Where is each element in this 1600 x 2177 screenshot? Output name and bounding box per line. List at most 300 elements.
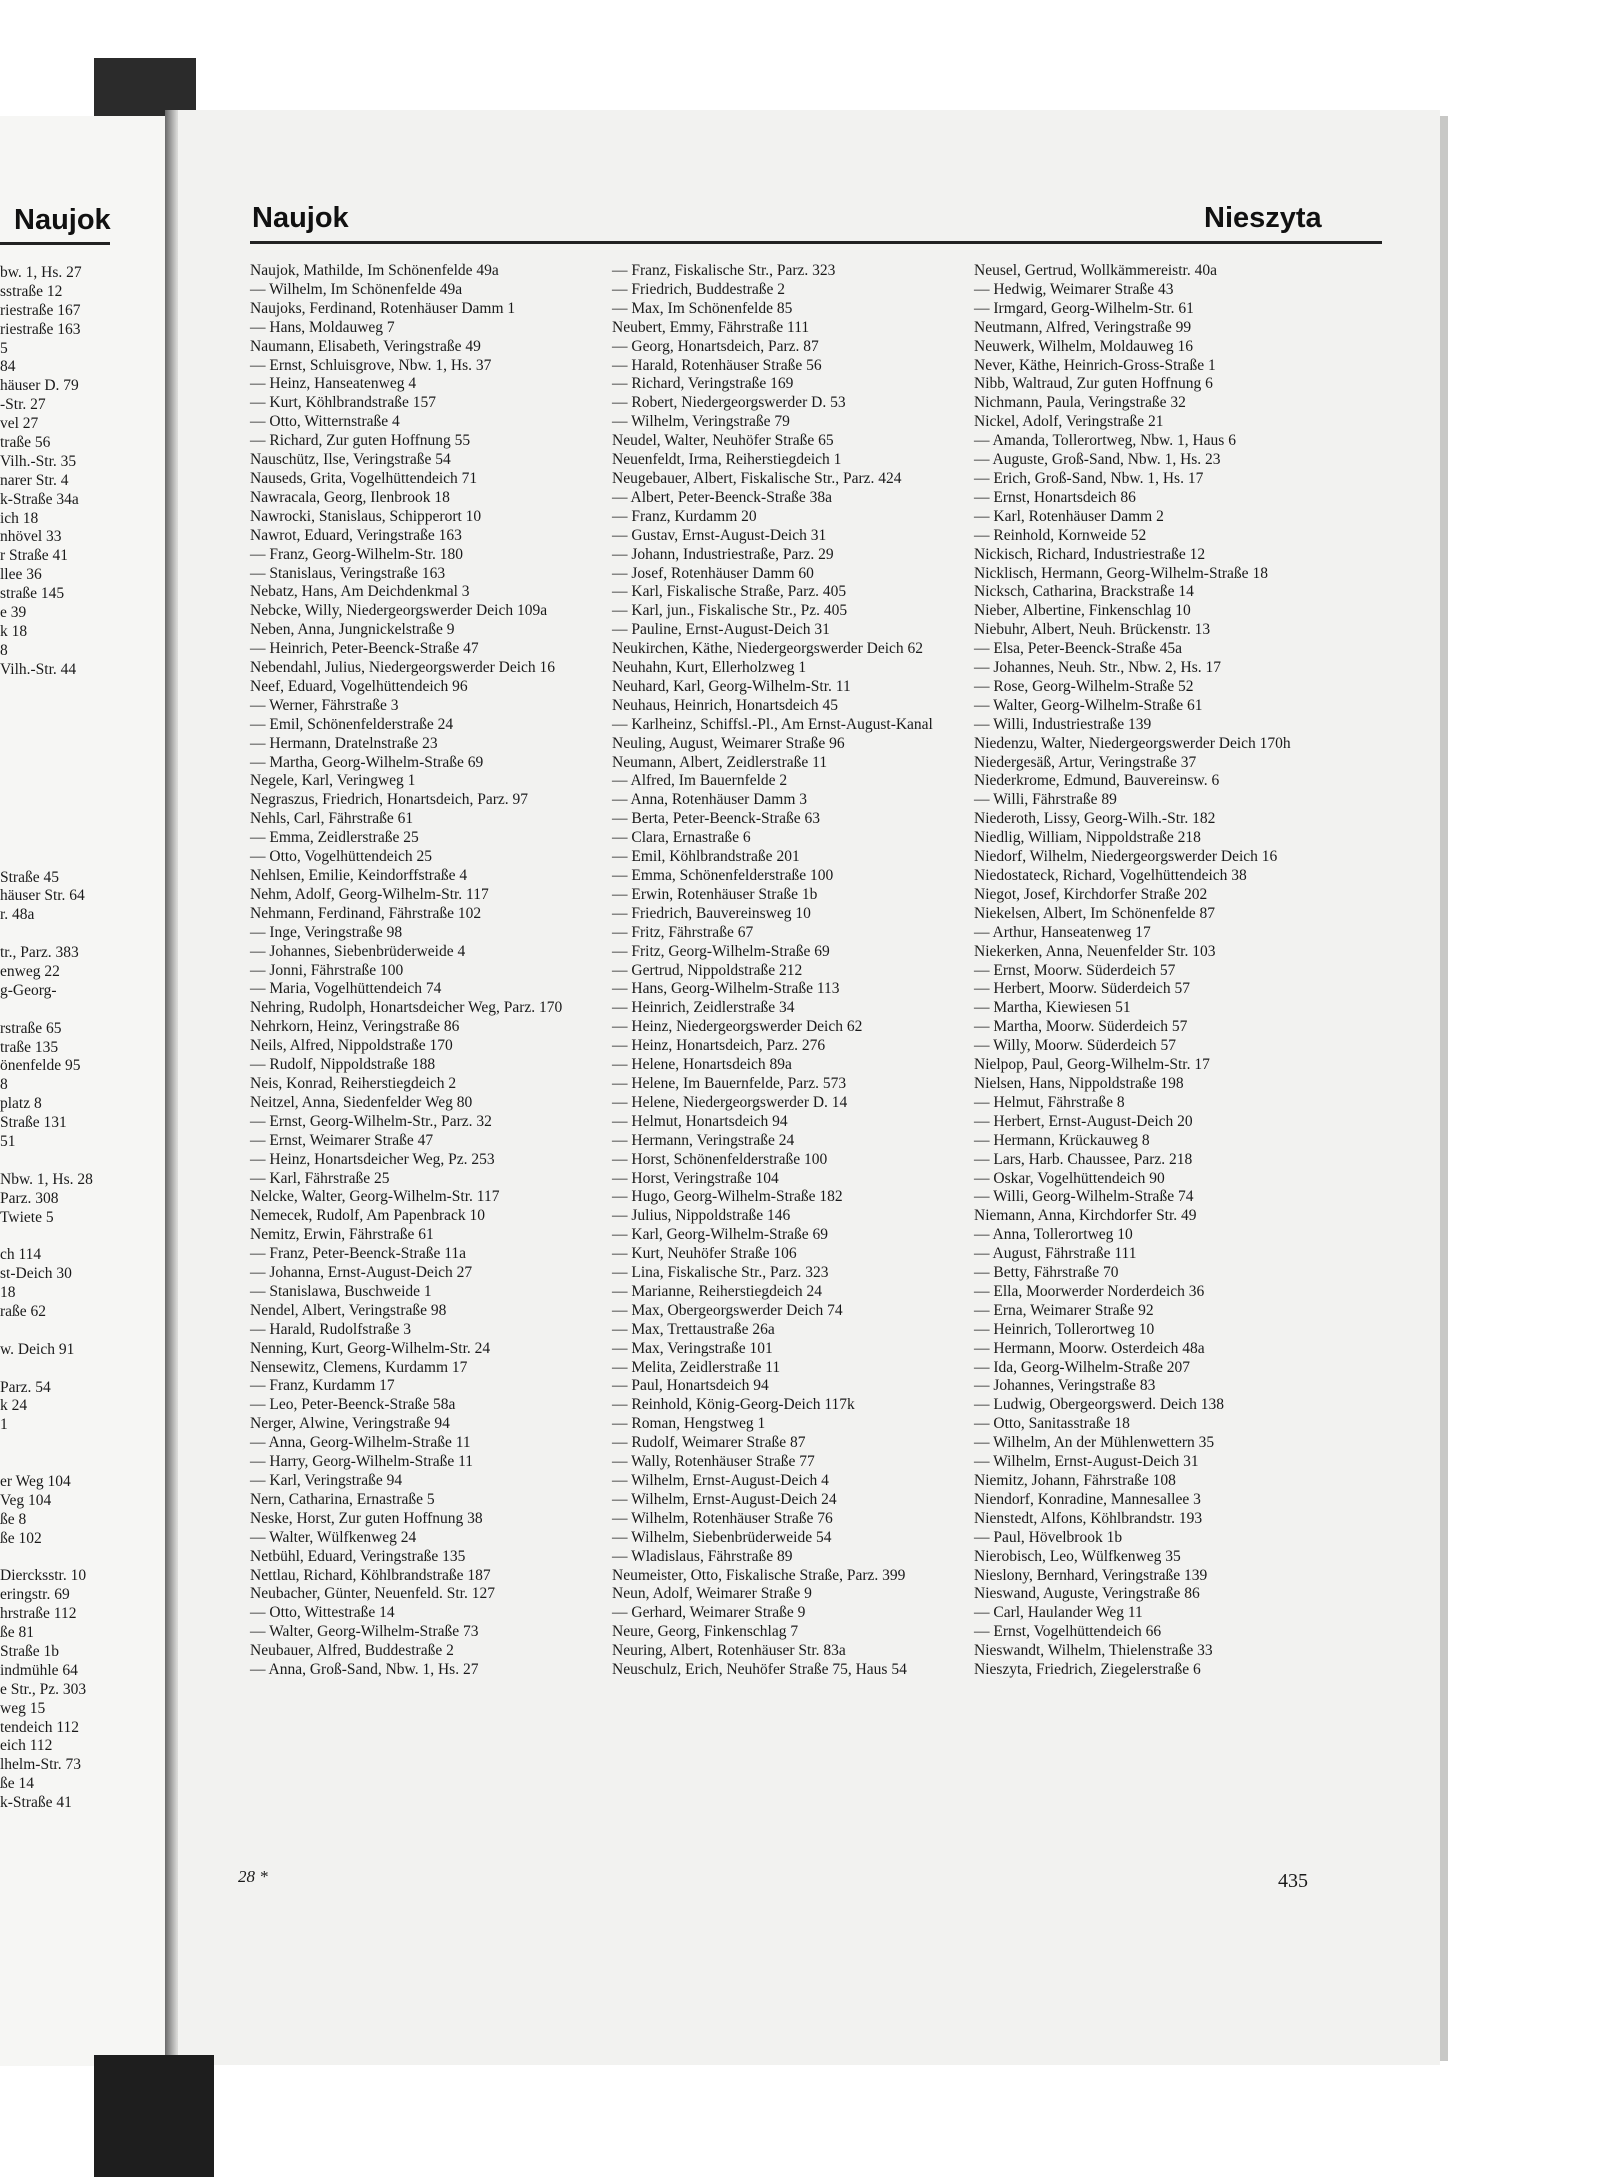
directory-entry: — Heinrich, Peter-Beenck-Straße 47 bbox=[250, 640, 479, 658]
directory-entry: — Hermann, Moorw. Osterdeich 48a bbox=[974, 1339, 1205, 1357]
directory-entry: Nicksch, Catharina, Brackstraße 14 bbox=[974, 583, 1194, 601]
directory-entry: — Rudolf, Nippoldstraße 188 bbox=[250, 1056, 436, 1074]
left-page-line: ße 102 bbox=[0, 1529, 42, 1547]
directory-entry: — Alfred, Im Bauernfelde 2 bbox=[612, 772, 788, 790]
directory-entry: — Karl, Georg-Wilhelm-Straße 69 bbox=[612, 1226, 829, 1244]
page-number: 435 bbox=[1278, 1870, 1308, 1892]
directory-entry: — Hermann, Dratelnstraße 23 bbox=[250, 734, 438, 752]
left-page-line bbox=[0, 850, 168, 869]
directory-entry: — Roman, Hengstweg 1 bbox=[612, 1415, 766, 1433]
directory-entry: Nawracala, Georg, Ilenbrook 18 bbox=[250, 488, 450, 506]
directory-entry: — Emil, Schönenfelderstraße 24 bbox=[250, 715, 454, 733]
directory-entry: — Clara, Ernastraße 6 bbox=[612, 829, 751, 847]
left-page-line: Twiete 5 bbox=[0, 1208, 54, 1226]
book-spine-bottom bbox=[94, 2055, 214, 2177]
directory-entry: — Max, Trettaustraße 26a bbox=[612, 1320, 775, 1338]
left-page-line: Vilh.-Str. 35 bbox=[0, 452, 77, 470]
directory-entry: — Johanna, Ernst-August-Deich 27 bbox=[250, 1264, 473, 1282]
directory-entry: Nickisch, Richard, Industriestraße 12 bbox=[974, 545, 1206, 563]
directory-entry: — Wilhelm, Siebenbrüderweide 54 bbox=[612, 1528, 832, 1546]
directory-entry: Niekelsen, Albert, Im Schönenfelde 87 bbox=[974, 904, 1216, 922]
directory-entry: — Otto, Sanitasstraße 18 bbox=[974, 1415, 1130, 1433]
directory-entry: — Willi, Industriestraße 139 bbox=[974, 715, 1152, 733]
left-page-line bbox=[0, 1322, 168, 1341]
left-page-line: ch 114 bbox=[0, 1246, 42, 1264]
left-page-line bbox=[0, 812, 168, 831]
directory-entry: Neuenfeldt, Irma, Reiherstiegdeich 1 bbox=[612, 451, 842, 469]
left-page-line: platz 8 bbox=[0, 1095, 42, 1113]
directory-entry: — Harry, Georg-Wilhelm-Straße 11 bbox=[250, 1453, 474, 1471]
directory-entry: Neuhahn, Kurt, Ellerholzweg 1 bbox=[612, 659, 807, 677]
left-page-line bbox=[0, 925, 168, 944]
header-rule bbox=[250, 241, 1382, 244]
left-page-line: Straße 131 bbox=[0, 1114, 67, 1132]
directory-entry: Niederoth, Lissy, Georg-Wilh.-Str. 182 bbox=[974, 810, 1216, 828]
directory-entry: — Anna, Rotenhäuser Damm 3 bbox=[612, 791, 808, 809]
directory-entry: — Kurt, Neuhöfer Straße 106 bbox=[612, 1245, 797, 1263]
directory-entry: Nehm, Adolf, Georg-Wilhelm-Str. 117 bbox=[250, 885, 489, 903]
running-header-last: Nieszyta bbox=[1204, 202, 1322, 234]
directory-entry: Nettlau, Richard, Köhlbrandstraße 187 bbox=[250, 1566, 491, 1584]
directory-entry: — Helene, Niedergeorgswerder D. 14 bbox=[612, 1093, 848, 1111]
directory-entry: Nielpop, Paul, Georg-Wilhelm-Str. 17 bbox=[974, 1056, 1210, 1074]
left-page-line: indmühle 64 bbox=[0, 1661, 78, 1679]
left-page-line: eich 112 bbox=[0, 1737, 53, 1755]
left-page-line bbox=[0, 698, 168, 717]
left-page-line bbox=[0, 1549, 168, 1568]
directory-entry: — Kurt, Köhlbrandstraße 157 bbox=[250, 394, 436, 412]
directory-entry: Niendorf, Konradine, Mannesallee 3 bbox=[974, 1490, 1201, 1508]
left-page-line: st-Deich 30 bbox=[0, 1265, 72, 1283]
left-page-line bbox=[0, 831, 168, 850]
left-page-line: e Str., Pz. 303 bbox=[0, 1680, 87, 1698]
directory-entry: — Carl, Haulander Weg 11 bbox=[974, 1604, 1143, 1622]
directory-entry: Neuwerk, Wilhelm, Moldauweg 16 bbox=[974, 337, 1194, 355]
directory-entry: — Ida, Georg-Wilhelm-Straße 207 bbox=[974, 1358, 1191, 1376]
directory-entry: — Wilhelm, Ernst-August-Deich 4 bbox=[612, 1472, 829, 1489]
left-page-line: e 39 bbox=[0, 604, 27, 622]
directory-entry: — Erwin, Rotenhäuser Straße 1b bbox=[612, 885, 818, 903]
left-page-line: 5 bbox=[0, 339, 8, 357]
directory-entry: — Gerhard, Weimarer Straße 9 bbox=[612, 1604, 806, 1622]
directory-entry: — Heinrich, Zeidlerstraße 34 bbox=[612, 999, 795, 1017]
left-page-line: 1 bbox=[0, 1416, 8, 1434]
directory-entry: — Paul, Hövelbrook 1b bbox=[974, 1528, 1123, 1546]
directory-entry: — Wilhelm, Ernst-August-Deich 31 bbox=[974, 1453, 1199, 1471]
directory-entry: — Albert, Peter-Beenck-Straße 38a bbox=[612, 488, 833, 506]
directory-entry: — Anna, Tollerortweg 10 bbox=[974, 1226, 1133, 1244]
directory-entry: Nicklisch, Hermann, Georg-Wilhelm-Straße 18 bbox=[974, 564, 1268, 582]
left-page-line: traße 56 bbox=[0, 434, 51, 452]
directory-entry: — Stanislaus, Veringstraße 163 bbox=[250, 564, 446, 582]
directory-entry: Nieszyta, Friedrich, Ziegelerstraße 6 bbox=[974, 1661, 1201, 1679]
left-page-line: w. Deich 91 bbox=[0, 1340, 75, 1358]
directory-entry: Nebcke, Willy, Niedergeorgswerder Deich 109a bbox=[250, 602, 548, 620]
directory-entry: — Johann, Industriestraße, Parz. 29 bbox=[612, 545, 834, 563]
directory-entry: — Walter, Georg-Wilhelm-Straße 61 bbox=[974, 696, 1203, 714]
directory-entry: Nebatz, Hans, Am Deichdenkmal 3 bbox=[250, 583, 470, 601]
left-page-line: Parz. 308 bbox=[0, 1189, 59, 1207]
left-page-line: vel 27 bbox=[0, 415, 39, 433]
directory-entry: Nehring, Rudolph, Honartsdeicher Weg, Parz. 170 bbox=[250, 999, 563, 1017]
directory-entry: — Hedwig, Weimarer Straße 43 bbox=[974, 280, 1174, 298]
left-page-line: straße 145 bbox=[0, 585, 65, 603]
directory-entry: — Otto, Wittestraße 14 bbox=[250, 1604, 395, 1622]
directory-entry: Neuling, August, Weimarer Straße 96 bbox=[612, 734, 845, 752]
left-page-line: riestraße 163 bbox=[0, 320, 81, 338]
directory-entry: — Wally, Rotenhäuser Straße 77 bbox=[612, 1453, 815, 1471]
directory-entry: Neubert, Emmy, Fährstraße 111 bbox=[612, 318, 810, 336]
left-page-line: weg 15 bbox=[0, 1699, 46, 1717]
left-page-line: tr., Parz. 383 bbox=[0, 944, 79, 962]
directory-entry: — Wilhelm, Im Schönenfelde 49a bbox=[250, 280, 463, 298]
directory-entry: — Richard, Zur guten Hoffnung 55 bbox=[250, 432, 471, 450]
left-page-line: häuser D. 79 bbox=[0, 377, 79, 395]
directory-entry: — Jonni, Fährstraße 100 bbox=[250, 961, 404, 979]
left-page bbox=[0, 116, 171, 2066]
left-page-line bbox=[0, 1435, 168, 1454]
directory-entry: — Ernst, Moorw. Süderdeich 57 bbox=[974, 961, 1176, 979]
directory-entry: Nierobisch, Leo, Wülfkenweg 35 bbox=[974, 1547, 1181, 1565]
left-page-line: bw. 1, Hs. 27 bbox=[0, 264, 82, 281]
directory-entry: Nehrkorn, Heinz, Veringstraße 86 bbox=[250, 1018, 460, 1036]
directory-entry: Nieswandt, Wilhelm, Thielenstraße 33 bbox=[974, 1642, 1213, 1660]
directory-entry: — Anna, Groß-Sand, Nbw. 1, Hs. 27 bbox=[250, 1661, 479, 1679]
left-page-line: 51 bbox=[0, 1132, 16, 1150]
directory-entry: Niedostateck, Richard, Vogelhüttendeich 38 bbox=[974, 867, 1247, 884]
left-page-line: rstraße 65 bbox=[0, 1019, 62, 1037]
directory-entry: Naumann, Elisabeth, Veringstraße 49 bbox=[250, 337, 481, 355]
directory-entry: — Willi, Fährstraße 89 bbox=[974, 791, 1117, 809]
directory-entry: — Lars, Harb. Chaussee, Parz. 218 bbox=[974, 1150, 1193, 1168]
left-page-line: Nbw. 1, Hs. 28 bbox=[0, 1170, 93, 1188]
directory-entry: — Marianne, Reiherstiegdeich 24 bbox=[612, 1282, 823, 1300]
directory-entry: — Ernst, Vogelhüttendeich 66 bbox=[974, 1623, 1162, 1641]
directory-entry: — Helene, Honartsdeich 89a bbox=[612, 1056, 792, 1074]
left-page-line: 8 bbox=[0, 1076, 8, 1094]
left-page-line bbox=[0, 1454, 168, 1473]
directory-entry: — Anna, Georg-Wilhelm-Straße 11 bbox=[250, 1434, 471, 1452]
left-page-line: 18 bbox=[0, 1284, 16, 1302]
directory-entry: — Heinz, Hanseatenweg 4 bbox=[250, 375, 417, 393]
directory-entry: — Friedrich, Buddestraße 2 bbox=[612, 280, 786, 298]
left-page-line: Straße 1b bbox=[0, 1643, 59, 1661]
directory-entry: — Franz, Kurdamm 20 bbox=[612, 507, 757, 525]
left-page-line: llee 36 bbox=[0, 566, 42, 584]
directory-entry: — Gertrud, Nippoldstraße 212 bbox=[612, 961, 803, 979]
directory-entry: Nern, Catharina, Ernastraße 5 bbox=[250, 1490, 435, 1508]
left-page-line bbox=[0, 755, 168, 774]
directory-entry: — Otto, Vogelhüttendeich 25 bbox=[250, 848, 432, 866]
directory-entry: Niebuhr, Albert, Neuh. Brückenstr. 13 bbox=[974, 621, 1211, 639]
directory-entry: — Martha, Georg-Wilhelm-Straße 69 bbox=[250, 753, 484, 771]
directory-entry: — Walter, Wülfkenweg 24 bbox=[250, 1528, 417, 1546]
directory-entry: Nibb, Waltraud, Zur guten Hoffnung 6 bbox=[974, 375, 1213, 393]
directory-entry: — Karl, Fährstraße 25 bbox=[250, 1169, 390, 1187]
left-page-line: ße 81 bbox=[0, 1624, 35, 1642]
directory-entry: Nienstedt, Alfons, Köhlbrandstr. 193 bbox=[974, 1509, 1203, 1527]
directory-entry: Nehmann, Ferdinand, Fährstraße 102 bbox=[250, 904, 482, 922]
left-page-line: Diercksstr. 10 bbox=[0, 1567, 87, 1585]
directory-entry: Niegot, Josef, Kirchdorfer Straße 202 bbox=[974, 885, 1208, 903]
right-page bbox=[178, 110, 1440, 2065]
directory-entry: Negele, Karl, Veringweg 1 bbox=[250, 772, 416, 790]
directory-entry: Niedlig, William, Nippoldstraße 218 bbox=[974, 829, 1201, 847]
directory-entry: Nieber, Albertine, Finkenschlag 10 bbox=[974, 602, 1191, 620]
left-page-line bbox=[0, 1360, 168, 1379]
directory-entry: — Arthur, Hanseatenweg 17 bbox=[974, 923, 1151, 941]
directory-entry: — Ernst, Weimarer Straße 47 bbox=[250, 1131, 434, 1149]
directory-entry: — Hermann, Krückauweg 8 bbox=[974, 1131, 1150, 1149]
directory-entry: — Ernst, Schluisgrove, Nbw. 1, Hs. 37 bbox=[250, 356, 492, 374]
directory-entry: — Rudolf, Weimarer Straße 87 bbox=[612, 1434, 806, 1452]
directory-entry: — Erich, Groß-Sand, Nbw. 1, Hs. 17 bbox=[974, 469, 1204, 487]
directory-entry: Naujoks, Ferdinand, Rotenhäuser Damm 1 bbox=[250, 299, 516, 317]
directory-entry: Neubacher, Günter, Neuenfeld. Str. 127 bbox=[250, 1585, 495, 1603]
directory-entry: Nemitz, Erwin, Fährstraße 61 bbox=[250, 1226, 434, 1244]
directory-entry: — Heinz, Honartsdeich, Parz. 276 bbox=[612, 1037, 826, 1055]
directory-entry: — Wladislaus, Fährstraße 89 bbox=[612, 1547, 793, 1565]
directory-entry: Netbühl, Eduard, Veringstraße 135 bbox=[250, 1547, 466, 1565]
directory-entry: Niederkrome, Edmund, Bauvereinsw. 6 bbox=[974, 772, 1220, 790]
left-page-line: tendeich 112 bbox=[0, 1718, 80, 1736]
directory-entry: — Reinhold, König-Georg-Deich 117k bbox=[612, 1396, 855, 1414]
directory-entry: Nehls, Carl, Fährstraße 61 bbox=[250, 810, 414, 828]
directory-entry: — Robert, Niedergeorgswerder D. 53 bbox=[612, 394, 846, 412]
directory-entry: — Erna, Weimarer Straße 92 bbox=[974, 1301, 1154, 1319]
directory-entry: Neumeister, Otto, Fiskalische Straße, Parz. 399 bbox=[612, 1566, 906, 1584]
directory-entry: Niedorf, Wilhelm, Niedergeorgswerder Deich 16 bbox=[974, 848, 1278, 866]
directory-entry: — Pauline, Ernst-August-Deich 31 bbox=[612, 621, 830, 639]
directory-entry: — Hans, Georg-Wilhelm-Straße 113 bbox=[612, 980, 840, 998]
directory-entry: — Heinz, Niedergeorgswerder Deich 62 bbox=[612, 1018, 863, 1036]
directory-entry: — Inge, Veringstraße 98 bbox=[250, 923, 403, 941]
directory-entry: Never, Käthe, Heinrich-Gross-Straße 1 bbox=[974, 356, 1216, 374]
left-page-line: enweg 22 bbox=[0, 962, 60, 980]
directory-entry: — Wilhelm, Veringstraße 79 bbox=[612, 413, 790, 431]
directory-entry: Nehlsen, Emilie, Keindorffstraße 4 bbox=[250, 867, 468, 884]
directory-entry: Neukirchen, Käthe, Niedergeorgswerder Deich 62 bbox=[612, 640, 924, 658]
directory-entry: — Hans, Moldauweg 7 bbox=[250, 318, 395, 336]
left-page-line bbox=[0, 1152, 168, 1171]
directory-entry: Niemitz, Johann, Fährstraße 108 bbox=[974, 1472, 1176, 1489]
left-page-line: sstraße 12 bbox=[0, 282, 63, 300]
directory-entry: Neils, Alfred, Nippoldstraße 170 bbox=[250, 1037, 453, 1055]
left-page-header: Naujok bbox=[14, 204, 111, 236]
directory-entry: — Franz, Fiskalische Str., Parz. 323 bbox=[612, 262, 836, 279]
directory-entry: — Johannes, Veringstraße 83 bbox=[974, 1377, 1156, 1395]
left-page-line: nhövel 33 bbox=[0, 528, 62, 546]
directory-entry: — Friedrich, Bauvereinsweg 10 bbox=[612, 904, 811, 922]
directory-entry: — Herbert, Ernst-August-Deich 20 bbox=[974, 1112, 1193, 1130]
directory-entry: — August, Fährstraße 111 bbox=[974, 1245, 1137, 1263]
left-page-line: riestraße 167 bbox=[0, 301, 81, 319]
directory-entry: — Fritz, Georg-Wilhelm-Straße 69 bbox=[612, 942, 830, 960]
directory-entry: — Emma, Zeidlerstraße 25 bbox=[250, 829, 419, 847]
directory-entry: — Auguste, Groß-Sand, Nbw. 1, Hs. 23 bbox=[974, 451, 1221, 469]
directory-entry: — Wilhelm, Rotenhäuser Straße 76 bbox=[612, 1509, 833, 1527]
left-page-line: ße 14 bbox=[0, 1775, 35, 1793]
left-page-line: Parz. 54 bbox=[0, 1378, 51, 1396]
directory-entry: Niekerken, Anna, Neuenfelder Str. 103 bbox=[974, 942, 1216, 960]
directory-entry: — Willy, Moorw. Süderdeich 57 bbox=[974, 1037, 1176, 1055]
left-page-line: r Straße 41 bbox=[0, 547, 69, 565]
directory-entry: Neugebauer, Albert, Fiskalische Str., Parz. 424 bbox=[612, 469, 902, 487]
directory-entry: Nieslony, Bernhard, Veringstraße 139 bbox=[974, 1566, 1208, 1584]
directory-entry: Nemecek, Rudolf, Am Papenbrack 10 bbox=[250, 1207, 486, 1225]
directory-entry: Nenning, Kurt, Georg-Wilhelm-Str. 24 bbox=[250, 1339, 491, 1357]
left-page-line: k 18 bbox=[0, 622, 28, 640]
directory-entry: — Heinz, Honartsdeicher Weg, Pz. 253 bbox=[250, 1150, 495, 1168]
left-page-line: k 24 bbox=[0, 1397, 28, 1415]
left-page-line: k-Straße 34a bbox=[0, 490, 79, 508]
directory-entry: Neudel, Walter, Neuhöfer Straße 65 bbox=[612, 432, 834, 450]
directory-entry: — Stanislawa, Buschweide 1 bbox=[250, 1282, 432, 1300]
left-page-line: -Str. 27 bbox=[0, 396, 46, 414]
page-edge-shadow bbox=[1440, 116, 1448, 2061]
directory-entry: — Max, Veringstraße 101 bbox=[612, 1339, 773, 1357]
directory-entry: — Elsa, Peter-Beenck-Straße 45a bbox=[974, 640, 1183, 658]
directory-entry: — Julius, Nippoldstraße 146 bbox=[612, 1207, 791, 1225]
directory-entry: Nauschütz, Ilse, Veringstraße 54 bbox=[250, 451, 451, 469]
directory-entry: Nickel, Adolf, Veringstraße 21 bbox=[974, 413, 1164, 431]
directory-entry: — Gustav, Ernst-August-Deich 31 bbox=[612, 526, 827, 544]
directory-entry: — Werner, Fährstraße 3 bbox=[250, 696, 399, 714]
directory-entry: Neure, Georg, Finkenschlag 7 bbox=[612, 1623, 799, 1641]
left-page-line bbox=[0, 736, 168, 755]
left-page-line: häuser Str. 64 bbox=[0, 887, 85, 905]
directory-entry: — Heinrich, Tollerortweg 10 bbox=[974, 1320, 1155, 1338]
directory-entry: — Berta, Peter-Beenck-Straße 63 bbox=[612, 810, 821, 828]
directory-entry: — Harald, Rudolfstraße 3 bbox=[250, 1320, 411, 1338]
directory-entry: — Martha, Kiewiesen 51 bbox=[974, 999, 1131, 1017]
left-page-line: eringstr. 69 bbox=[0, 1586, 70, 1604]
directory-entry: Niedergesäß, Artur, Veringstraße 37 bbox=[974, 753, 1197, 771]
directory-entry: — Reinhold, Kornweide 52 bbox=[974, 526, 1147, 544]
directory-entry: Neun, Adolf, Weimarer Straße 9 bbox=[612, 1585, 812, 1603]
directory-entry: — Walter, Georg-Wilhelm-Straße 73 bbox=[250, 1623, 479, 1641]
directory-entry: Naujok, Mathilde, Im Schönenfelde 49a bbox=[250, 262, 499, 279]
left-page-line bbox=[0, 1227, 168, 1246]
directory-entry: Neuring, Albert, Rotenhäuser Str. 83a bbox=[612, 1642, 846, 1660]
directory-entry: Nawrot, Eduard, Veringstraße 163 bbox=[250, 526, 462, 544]
directory-entry: — Wilhelm, Ernst-August-Deich 24 bbox=[612, 1490, 837, 1508]
directory-entry: — Emma, Schönenfelderstraße 100 bbox=[612, 867, 834, 884]
directory-entry: — Karlheinz, Schiffsl.-Pl., Am Ernst-August-Kanal bbox=[612, 715, 933, 733]
directory-entry: — Franz, Kurdamm 17 bbox=[250, 1377, 395, 1395]
directory-entry: — Franz, Peter-Beenck-Straße 11a bbox=[250, 1245, 467, 1263]
left-page-line: traße 135 bbox=[0, 1038, 59, 1056]
directory-entry: — Ernst, Georg-Wilhelm-Str., Parz. 32 bbox=[250, 1112, 492, 1130]
directory-column-1 bbox=[250, 262, 592, 1680]
directory-entry: — Harald, Rotenhäuser Straße 56 bbox=[612, 356, 822, 374]
directory-entry: Neuhard, Karl, Georg-Wilhelm-Str. 11 bbox=[612, 677, 851, 695]
left-page-line bbox=[0, 717, 168, 736]
directory-column-2 bbox=[612, 262, 954, 1680]
directory-entry: — Oskar, Vogelhüttendeich 90 bbox=[974, 1169, 1165, 1187]
directory-entry: — Karl, jun., Fiskalische Str., Pz. 405 bbox=[612, 602, 848, 620]
directory-entry: — Franz, Georg-Wilhelm-Str. 180 bbox=[250, 545, 464, 563]
directory-entry: — Josef, Rotenhäuser Damm 60 bbox=[612, 564, 814, 582]
left-page-line: er Weg 104 bbox=[0, 1473, 71, 1490]
directory-entry: — Georg, Honartsdeich, Parz. 87 bbox=[612, 337, 819, 355]
directory-entry: Nichmann, Paula, Veringstraße 32 bbox=[974, 394, 1186, 412]
directory-entry: Niemann, Anna, Kirchdorfer Str. 49 bbox=[974, 1207, 1197, 1225]
directory-entry: — Betty, Fährstraße 70 bbox=[974, 1264, 1119, 1282]
directory-entry: Nieswand, Auguste, Veringstraße 86 bbox=[974, 1585, 1200, 1603]
directory-entry: — Horst, Veringstraße 104 bbox=[612, 1169, 779, 1187]
left-header-rule bbox=[0, 242, 110, 245]
directory-entry: — Herbert, Moorw. Süderdeich 57 bbox=[974, 980, 1190, 998]
directory-entry: — Maria, Vogelhüttendeich 74 bbox=[250, 980, 442, 998]
left-page-line: ich 18 bbox=[0, 509, 39, 527]
directory-entry: Neubauer, Alfred, Buddestraße 2 bbox=[250, 1642, 454, 1660]
directory-entry: Nawrocki, Stanislaus, Schipperort 10 bbox=[250, 507, 482, 525]
directory-entry: Nensewitz, Clemens, Kurdamm 17 bbox=[250, 1358, 468, 1376]
directory-entry: — Ernst, Honartsdeich 86 bbox=[974, 488, 1136, 506]
directory-entry: — Leo, Peter-Beenck-Straße 58a bbox=[250, 1396, 456, 1414]
directory-entry: Niedenzu, Walter, Niedergeorgswerder Deich 170h bbox=[974, 734, 1291, 752]
directory-entry: Nelcke, Walter, Georg-Wilhelm-Str. 117 bbox=[250, 1188, 500, 1206]
directory-entry: Neis, Konrad, Reiherstiegdeich 2 bbox=[250, 1074, 457, 1092]
left-page-line: k-Straße 41 bbox=[0, 1794, 72, 1812]
directory-entry: — Emil, Köhlbrandstraße 201 bbox=[612, 848, 800, 866]
directory-entry: — Martha, Moorw. Süderdeich 57 bbox=[974, 1018, 1188, 1036]
left-page-line: raße 62 bbox=[0, 1302, 47, 1320]
left-page-line: 84 bbox=[0, 358, 16, 376]
directory-entry: Neben, Anna, Jungnickelstraße 9 bbox=[250, 621, 455, 639]
directory-entry: Neumann, Albert, Zeidlerstraße 11 bbox=[612, 753, 828, 771]
directory-entry: — Horst, Schönenfelderstraße 100 bbox=[612, 1150, 828, 1168]
left-page-line: narer Str. 4 bbox=[0, 471, 69, 489]
directory-entry: — Willi, Georg-Wilhelm-Straße 74 bbox=[974, 1188, 1194, 1206]
directory-entry: — Max, Obergeorgswerder Deich 74 bbox=[612, 1301, 843, 1319]
directory-entry: — Paul, Honartsdeich 94 bbox=[612, 1377, 769, 1395]
directory-entry: — Helmut, Fährstraße 8 bbox=[974, 1093, 1125, 1111]
left-page-line bbox=[0, 793, 168, 812]
directory-entry: Neef, Eduard, Vogelhüttendeich 96 bbox=[250, 677, 468, 695]
directory-entry: — Melita, Zeidlerstraße 11 bbox=[612, 1358, 781, 1376]
directory-entry: — Hugo, Georg-Wilhelm-Straße 182 bbox=[612, 1188, 843, 1206]
directory-entry: — Karl, Veringstraße 94 bbox=[250, 1472, 403, 1489]
directory-entry: — Fritz, Fährstraße 67 bbox=[612, 923, 754, 941]
directory-entry: — Helene, Im Bauernfelde, Parz. 573 bbox=[612, 1074, 847, 1092]
directory-entry: Nebendahl, Julius, Niedergeorgswerder Deich 16 bbox=[250, 659, 556, 677]
left-page-text bbox=[0, 264, 168, 1813]
directory-entry: Neuschulz, Erich, Neuhöfer Straße 75, Haus 54 bbox=[612, 1661, 907, 1679]
left-page-line bbox=[0, 1001, 168, 1020]
directory-entry: Nielsen, Hans, Nippoldstraße 198 bbox=[974, 1074, 1184, 1092]
left-page-line: Straße 45 bbox=[0, 868, 59, 886]
left-page-line bbox=[0, 774, 168, 793]
left-page-line: 8 bbox=[0, 641, 8, 659]
running-header-first: Naujok bbox=[252, 202, 349, 234]
directory-entry: — Richard, Veringstraße 169 bbox=[612, 375, 794, 393]
directory-entry: — Otto, Witternstraße 4 bbox=[250, 413, 400, 431]
directory-entry: — Hermann, Veringstraße 24 bbox=[612, 1131, 795, 1149]
directory-entry: Neske, Horst, Zur guten Hoffnung 38 bbox=[250, 1509, 483, 1527]
signature-mark: 28 * bbox=[238, 1867, 268, 1886]
directory-entry: — Karl, Rotenhäuser Damm 2 bbox=[974, 507, 1164, 525]
directory-column-3 bbox=[974, 262, 1316, 1680]
directory-entry: Negraszus, Friedrich, Honartsdeich, Parz. 97 bbox=[250, 791, 529, 809]
directory-entry: — Max, Im Schönenfelde 85 bbox=[612, 299, 793, 317]
directory-entry: — Johannes, Siebenbrüderweide 4 bbox=[250, 942, 466, 960]
left-page-line: hrstraße 112 bbox=[0, 1605, 77, 1623]
directory-entry: — Karl, Fiskalische Straße, Parz. 405 bbox=[612, 583, 847, 601]
directory-entry: — Lina, Fiskalische Str., Parz. 323 bbox=[612, 1264, 829, 1282]
directory-entry: — Ludwig, Obergeorgswerd. Deich 138 bbox=[974, 1396, 1224, 1414]
